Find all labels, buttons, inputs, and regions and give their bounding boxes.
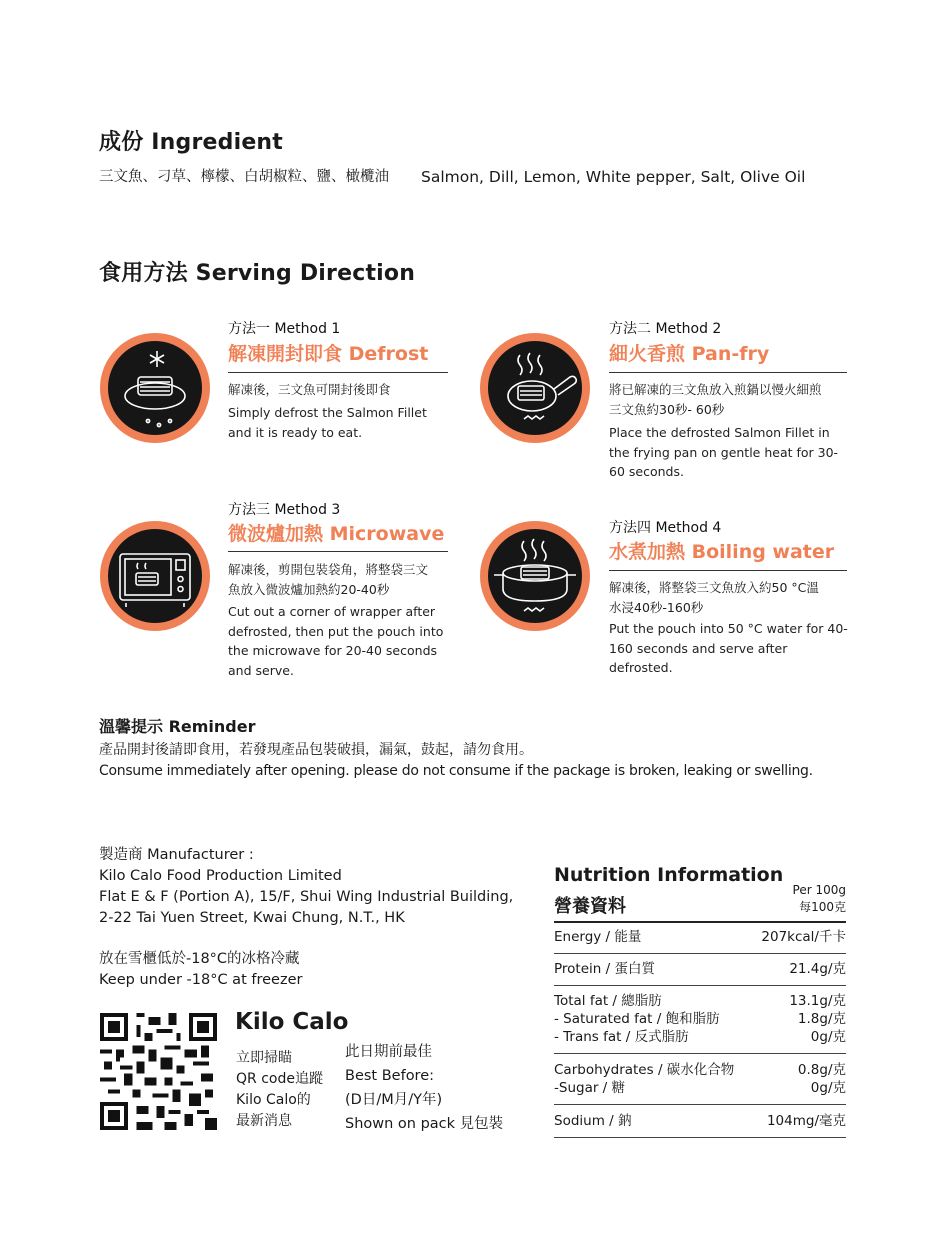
nutrition-value: 1.8g/克 bbox=[797, 1011, 846, 1027]
method-1-rule bbox=[228, 372, 448, 373]
method-3-number: 方法三 Method 3 bbox=[228, 502, 341, 518]
nutrition-divider bbox=[554, 1104, 846, 1105]
reminder-zh: 產品開封後請即食用，若發現產品包裝破損，漏氣，鼓起，請勿食用。 bbox=[99, 742, 533, 758]
nutrition-divider bbox=[554, 921, 846, 923]
method-3-en: Cut out a corner of wrapper after defrosted, then put the pouch into the microwave for 20-40 seconds and serve. bbox=[228, 604, 444, 678]
ingredient-zh: 三文魚、刁草、檸檬、白胡椒粒、鹽、橄欖油 bbox=[99, 169, 389, 185]
nutrition-value: 207kcal/千卡 bbox=[761, 929, 846, 945]
manufacturer-label: 製造商 Manufacturer : bbox=[99, 847, 254, 863]
nutrition-label: -Sugar / 糖 bbox=[554, 1080, 626, 1096]
best-before-line-1: 此日期前最佳 bbox=[345, 1044, 432, 1060]
nutrition-label: Carbohydrates / 碳水化合物 bbox=[554, 1062, 735, 1078]
method-4-icon-badge bbox=[480, 521, 590, 631]
method-4-rule bbox=[609, 570, 847, 571]
nutrition-label: Energy / 能量 bbox=[554, 929, 642, 945]
nutrition-title-en: Nutrition Information bbox=[554, 864, 784, 886]
ingredient-heading: 成份 Ingredient bbox=[99, 130, 284, 155]
nutrition-value: 0g/克 bbox=[810, 1080, 846, 1096]
method-3-icon-badge bbox=[100, 521, 210, 631]
method-2-zh: 將已解凍的三文魚放入煎鍋以慢火細煎三文魚約30秒- 60秒 bbox=[609, 382, 822, 417]
manufacturer-address-2: 2-22 Tai Yuen Street, Kwai Chung, N.T., HK bbox=[99, 910, 405, 926]
method-2-icon-badge bbox=[480, 333, 590, 443]
serving-heading: 食用方法 Serving Direction bbox=[99, 261, 416, 286]
manufacturer-name: Kilo Calo Food Production Limited bbox=[99, 868, 342, 884]
nutrition-per-en: Per 100g bbox=[792, 883, 846, 897]
best-before bbox=[345, 1040, 503, 1136]
method-2-rule bbox=[609, 372, 847, 373]
method-1-title: 解凍開封即食 Defrost bbox=[228, 343, 429, 365]
method-1-number: 方法一 Method 1 bbox=[228, 321, 341, 337]
method-3-rule bbox=[228, 551, 448, 552]
nutrition-value: 0g/克 bbox=[810, 1029, 846, 1045]
nutrition-value: 0.8g/克 bbox=[797, 1062, 846, 1078]
boiling-pot-icon bbox=[488, 529, 582, 623]
nutrition-per-zh: 每100克 bbox=[799, 900, 846, 914]
brand-name: Kilo Calo bbox=[235, 1009, 349, 1035]
best-before-line-2: Best Before: bbox=[345, 1068, 435, 1084]
storage-zh: 放在雪櫃低於-18°C的冰格冷藏 bbox=[99, 951, 300, 967]
nutrition-divider bbox=[554, 985, 846, 986]
qr-caption bbox=[236, 1048, 323, 1132]
method-4-en: Put the pouch into 50 °C water for 40-160 seconds and serve after defrosted. bbox=[609, 621, 848, 675]
nutrition-label: Total fat / 總脂肪 bbox=[554, 993, 662, 1009]
method-2-en: Place the defrosted Salmon Fillet in the frying pan on gentle heat for 30-60 seconds. bbox=[609, 425, 839, 479]
nutrition-value: 13.1g/克 bbox=[789, 993, 846, 1009]
nutrition-label: Protein / 蛋白質 bbox=[554, 961, 655, 977]
method-4-zh: 解凍後，將整袋三文魚放入約50 °C溫水浸40秒-160秒 bbox=[609, 580, 819, 615]
nutrition-value: 21.4g/克 bbox=[789, 961, 846, 977]
nutrition-divider bbox=[554, 953, 846, 954]
qr-caption-line-1: 立即掃瞄 bbox=[236, 1050, 292, 1066]
qr-caption-line-3: Kilo Calo的 bbox=[236, 1092, 311, 1108]
qr-caption-line-2: QR code追蹤 bbox=[236, 1071, 323, 1087]
nutrition-divider bbox=[554, 1053, 846, 1054]
nutrition-value: 104mg/毫克 bbox=[766, 1113, 846, 1129]
nutrition-label: - Saturated fat / 飽和脂肪 bbox=[554, 1011, 720, 1027]
qr-caption-line-4: 最新消息 bbox=[236, 1113, 292, 1129]
manufacturer-address-1: Flat E & F (Portion A), 15/F, Shui Wing Industrial Building, bbox=[99, 889, 514, 905]
best-before-line-3: (D日/M月/Y年) bbox=[345, 1092, 443, 1108]
method-4-number: 方法四 Method 4 bbox=[609, 520, 722, 536]
best-before-line-4: Shown on pack 見包裝 bbox=[345, 1116, 504, 1132]
method-4-title: 水煮加熱 Boiling water bbox=[609, 541, 835, 563]
frying-pan-icon bbox=[488, 341, 582, 435]
reminder-heading: 溫馨提示 Reminder bbox=[99, 717, 256, 736]
method-1-zh: 解凍後，三文魚可開封後即食 bbox=[228, 382, 391, 397]
microwave-icon bbox=[108, 529, 202, 623]
qr-code[interactable] bbox=[100, 1013, 217, 1130]
method-3-zh: 解凍後，剪開包裝袋角，將整袋三文魚放入微波爐加熱約20-40秒 bbox=[228, 562, 429, 597]
method-2-title: 細火香煎 Pan-fry bbox=[609, 343, 770, 365]
nutrition-title-zh: 營養資料 bbox=[554, 896, 626, 917]
method-1-en: Simply defrost the Salmon Fillet and it is ready to eat. bbox=[228, 405, 427, 440]
snowflake-plate-icon bbox=[108, 341, 202, 435]
ingredient-en: Salmon, Dill, Lemon, White pepper, Salt, Olive Oil bbox=[421, 168, 806, 186]
method-3-title: 微波爐加熱 Microwave bbox=[228, 523, 445, 545]
nutrition-label: Sodium / 鈉 bbox=[554, 1113, 632, 1129]
storage-en: Keep under -18°C at freezer bbox=[99, 972, 303, 988]
reminder-en: Consume immediately after opening. please do not consume if the package is broken, leaking or swelling. bbox=[99, 763, 813, 779]
nutrition-divider bbox=[554, 1137, 846, 1138]
method-2-number: 方法二 Method 2 bbox=[609, 321, 722, 337]
nutrition-label: - Trans fat / 反式脂肪 bbox=[554, 1029, 689, 1045]
method-1-icon-badge bbox=[100, 333, 210, 443]
